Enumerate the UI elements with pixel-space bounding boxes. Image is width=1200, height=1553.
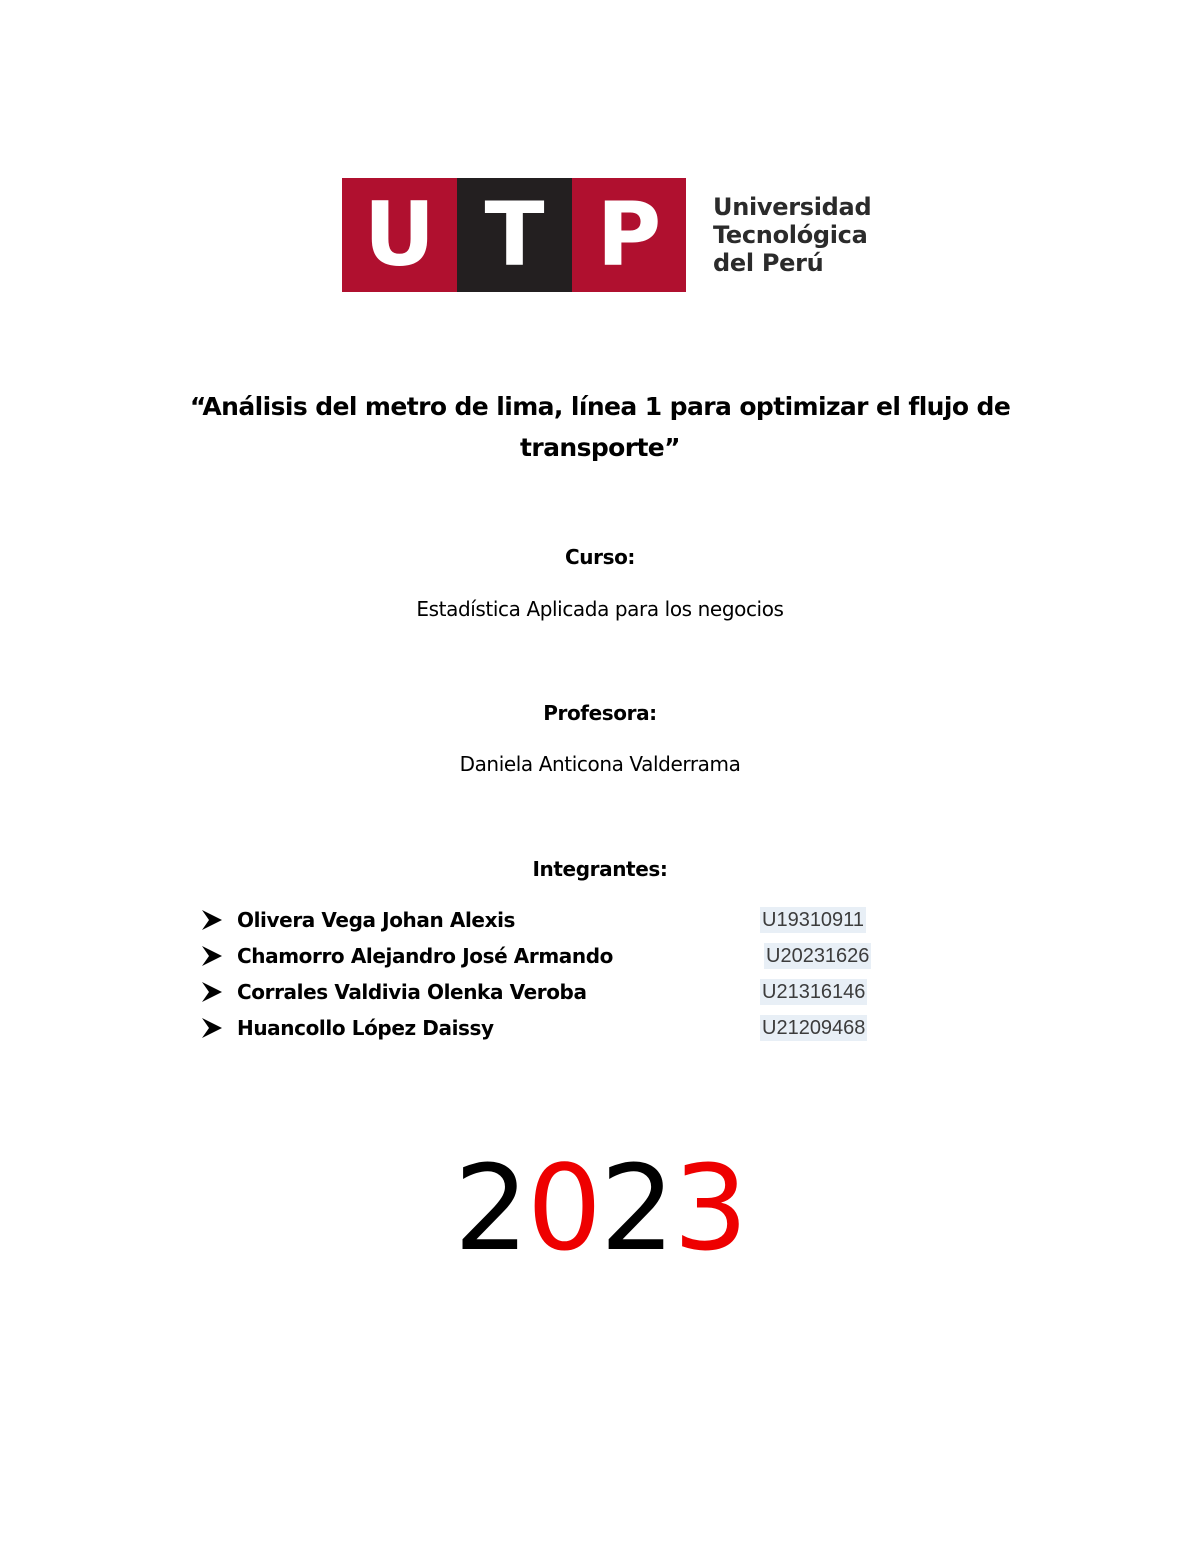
member-item [200, 905, 920, 941]
member-item [200, 941, 920, 977]
arrow-bullet-icon [200, 908, 224, 932]
member-code: U21316146 [762, 981, 866, 1003]
course-name: Estadística Aplicada para los negocios [416, 597, 784, 621]
member-name: Corrales Valdivia Olenka Veroba [237, 980, 587, 1004]
professor-label: Profesora: [543, 701, 657, 725]
member-name: Huancollo López Daissy [237, 1016, 494, 1040]
members-list [200, 905, 920, 1049]
logo-university-name [713, 178, 871, 292]
year-digit-2: 0 [526, 1139, 600, 1277]
arrow-bullet-icon [200, 1016, 224, 1040]
arrow-bullet-icon [200, 980, 224, 1004]
course-label: Curso: [564, 545, 636, 569]
members-label: Integrantes: [532, 857, 668, 881]
arrow-bullet-icon [200, 944, 224, 968]
member-item [200, 977, 920, 1013]
member-name: Olivera Vega Johan Alexis [237, 908, 516, 932]
member-item [200, 1013, 920, 1049]
member-code: U21209468 [762, 1017, 866, 1039]
utp-logo [342, 178, 871, 292]
title-line-1: “Análisis del metro de lima, línea 1 para optimizar el flujo de [189, 392, 1011, 421]
year-digit-4: 3 [673, 1139, 747, 1277]
logo-letter-p: P [572, 178, 686, 292]
year [150, 1138, 1050, 1278]
member-name: Chamorro Alejandro José Armando [237, 944, 613, 968]
member-code: U19310911 [762, 909, 864, 931]
logo-text-line-3: del Perú [713, 249, 824, 277]
year-digit-1: 2 [453, 1139, 527, 1277]
member-code: U20231626 [766, 945, 870, 967]
logo-text-line-1: Universidad [713, 193, 872, 221]
document-title [150, 386, 1050, 468]
logo-text-line-2: Tecnológica [713, 221, 868, 249]
year-digit-3: 2 [600, 1139, 674, 1277]
logo-letter-u: U [342, 178, 457, 292]
logo-letter-t: T [457, 178, 572, 292]
professor-name: Daniela Anticona Valderrama [459, 752, 741, 776]
title-line-2: transporte” [520, 433, 680, 462]
